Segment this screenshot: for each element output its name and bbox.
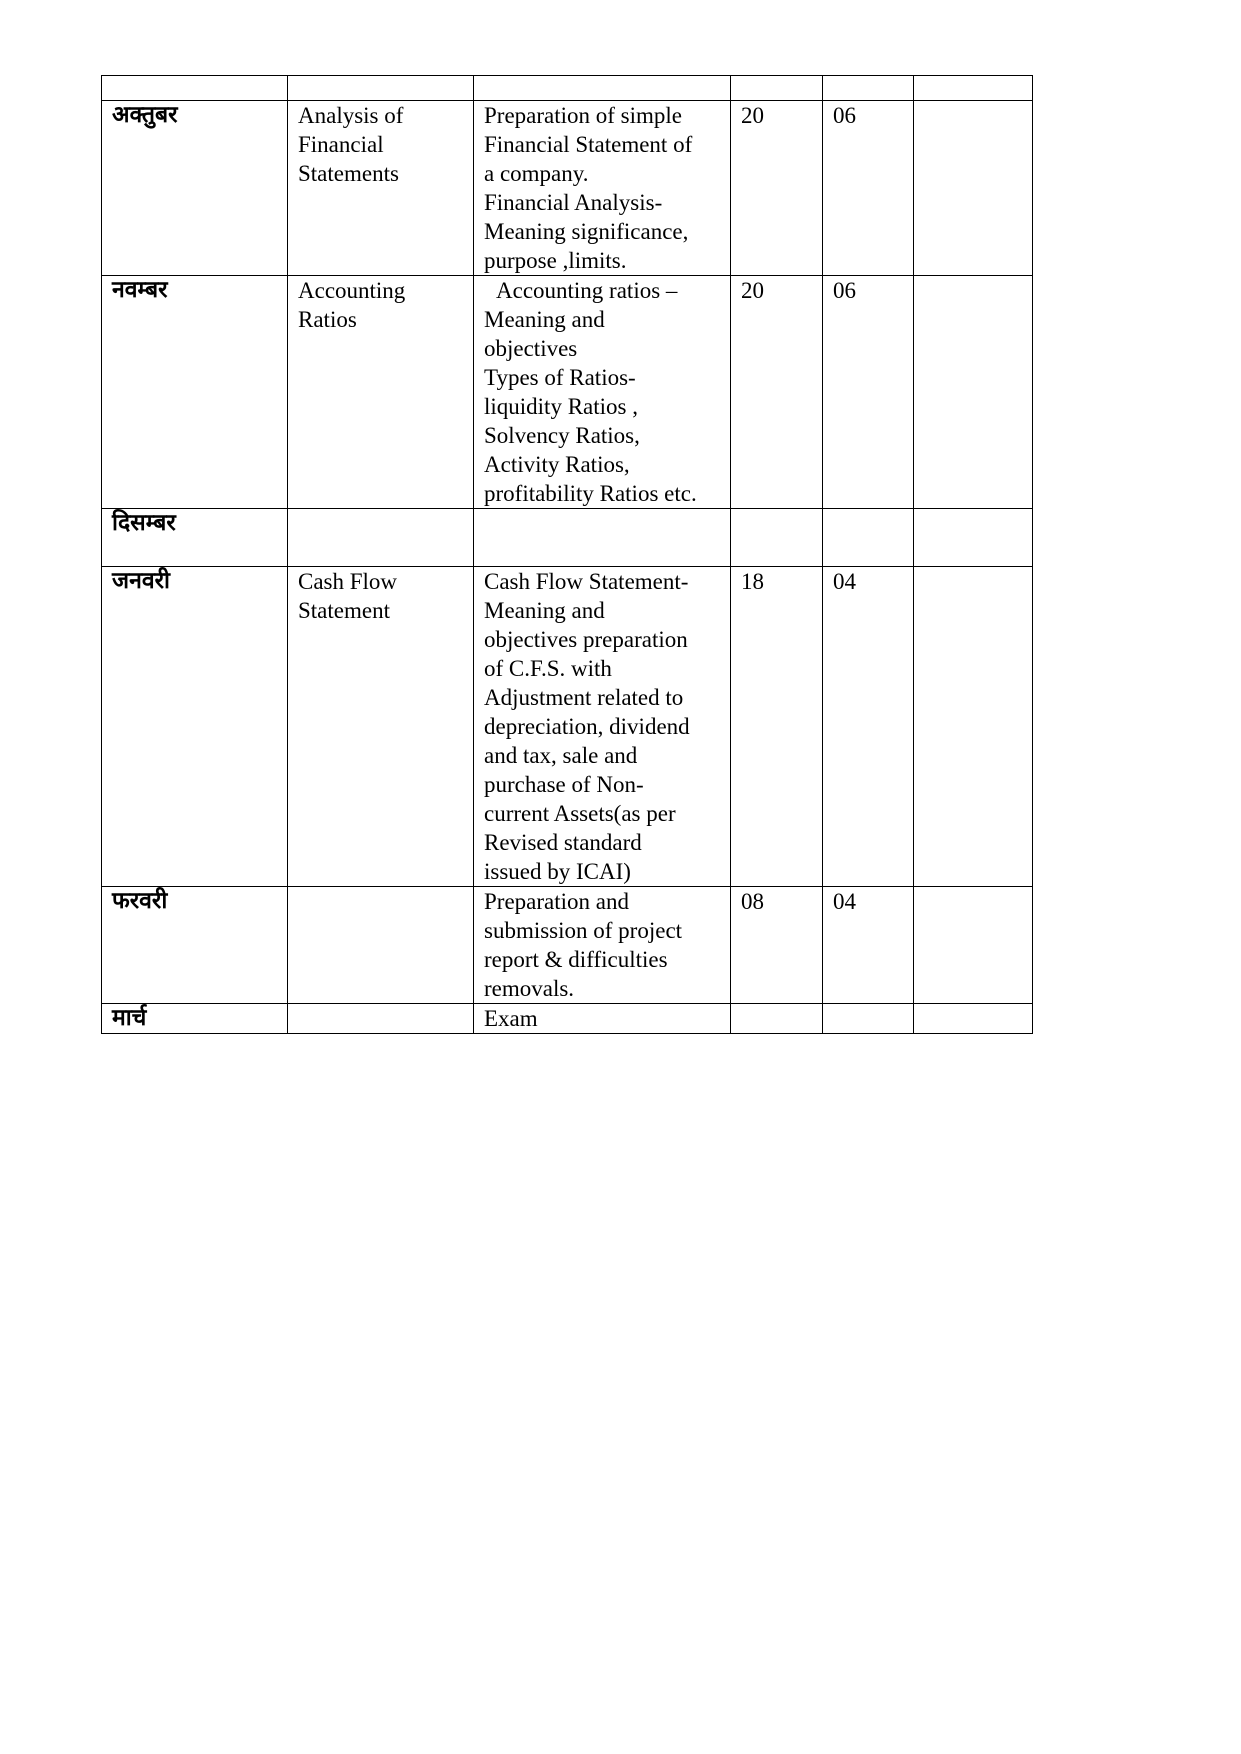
remarks-cell	[914, 101, 1033, 276]
text-line: objectives preparation	[484, 627, 688, 652]
periods-cell: 20	[731, 276, 823, 509]
month-cell: फरवरी	[102, 887, 288, 1004]
content-cell	[474, 1004, 731, 1034]
text-line: Accounting	[298, 278, 406, 303]
text-line: Statement	[298, 598, 390, 623]
practical-cell	[823, 1004, 914, 1034]
table-row	[102, 887, 1033, 1004]
syllabus-table	[101, 75, 1033, 1034]
remarks-cell	[914, 1004, 1033, 1034]
month-cell: अक्तुबर	[102, 101, 288, 276]
month-cell: दिसम्बर	[102, 509, 288, 567]
text-line: Preparation and	[484, 889, 629, 914]
month-cell: मार्च	[102, 1004, 288, 1034]
text-line: Solvency Ratios,	[484, 423, 640, 448]
text-line: a company.	[484, 161, 589, 186]
text-line: Cash Flow	[298, 569, 398, 594]
practical-cell	[823, 76, 914, 101]
text-line: Meaning significance,	[484, 219, 689, 244]
unit-cell	[288, 887, 474, 1004]
text-line: report & difficulties	[484, 947, 668, 972]
remarks-cell	[914, 887, 1033, 1004]
unit-cell	[288, 567, 474, 887]
content-cell	[474, 76, 731, 101]
text-line: Types of Ratios-	[484, 365, 636, 390]
remarks-cell	[914, 509, 1033, 567]
content-cell	[474, 101, 731, 276]
text-line: removals.	[484, 976, 575, 1001]
content-cell	[474, 276, 731, 509]
text-line: Cash Flow Statement-	[484, 569, 689, 594]
content-cell	[474, 509, 731, 567]
text-line: Financial	[298, 132, 384, 157]
remarks-cell	[914, 276, 1033, 509]
unit-cell	[288, 509, 474, 567]
practical-cell	[823, 509, 914, 567]
unit-cell	[288, 1004, 474, 1034]
periods-cell	[731, 1004, 823, 1034]
periods-cell: 20	[731, 101, 823, 276]
unit-cell	[288, 76, 474, 101]
content-cell	[474, 887, 731, 1004]
practical-cell: 04	[823, 567, 914, 887]
text-line: Meaning and	[484, 307, 605, 332]
table-row	[102, 1004, 1033, 1034]
table-row	[102, 567, 1033, 887]
text-line: of C.F.S. with	[484, 656, 612, 681]
text-line: depreciation, dividend	[484, 714, 690, 739]
text-line: liquidity Ratios ,	[484, 394, 638, 419]
month-cell	[102, 76, 288, 101]
remarks-cell	[914, 76, 1033, 101]
text-line: Accounting ratios –	[496, 278, 678, 303]
text-line: Preparation of simple	[484, 103, 683, 128]
periods-cell: 18	[731, 567, 823, 887]
periods-cell: 08	[731, 887, 823, 1004]
text-line: Analysis of	[298, 103, 404, 128]
text-line: objectives	[484, 336, 578, 361]
remarks-cell	[914, 567, 1033, 887]
unit-cell	[288, 101, 474, 276]
periods-cell	[731, 76, 823, 101]
text-line: Revised standard	[484, 830, 642, 855]
table-row	[102, 76, 1033, 101]
text-line: Meaning and	[484, 598, 605, 623]
practical-cell: 06	[823, 101, 914, 276]
text-line: Ratios	[298, 307, 357, 332]
month-cell: नवम्बर	[102, 276, 288, 509]
periods-cell	[731, 509, 823, 567]
month-cell: जनवरी	[102, 567, 288, 887]
text-line: submission of project	[484, 918, 683, 943]
text-line: Adjustment related to	[484, 685, 684, 710]
content-cell	[474, 567, 731, 887]
unit-cell	[288, 276, 474, 509]
table-row	[102, 276, 1033, 509]
text-line: Activity Ratios,	[484, 452, 630, 477]
text-line: profitability Ratios etc.	[484, 481, 697, 506]
text-line: and tax, sale and	[484, 743, 638, 768]
text-line: Financial Analysis-	[484, 190, 663, 215]
text-line: purchase of Non-	[484, 772, 644, 797]
practical-cell: 04	[823, 887, 914, 1004]
text-line: issued by ICAI)	[484, 859, 631, 884]
text-line: Statements	[298, 161, 399, 186]
practical-cell: 06	[823, 276, 914, 509]
text-line: Financial Statement of	[484, 132, 693, 157]
table-row	[102, 509, 1033, 567]
text-line: Exam	[484, 1006, 538, 1031]
text-line: purpose ,limits.	[484, 248, 627, 273]
table-row	[102, 101, 1033, 276]
text-line: current Assets(as per	[484, 801, 676, 826]
